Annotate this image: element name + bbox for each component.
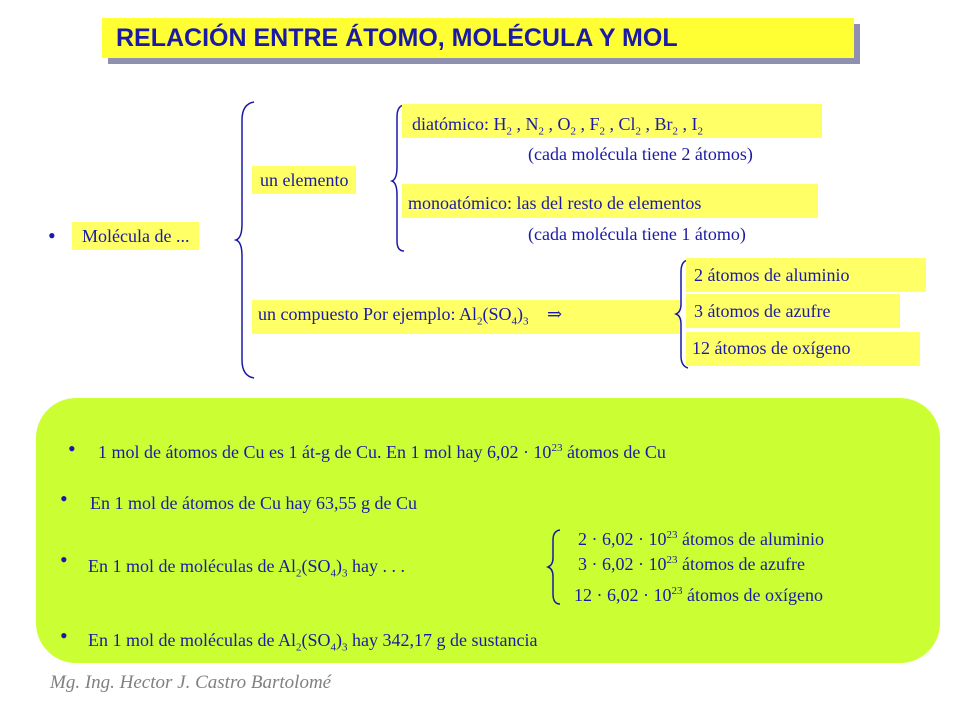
molecule-label: Molécula de ...	[72, 222, 199, 250]
compound-example: Por ejemplo: $Al_2(SO_4)_3$	[363, 304, 529, 328]
element-label: un elemento	[252, 166, 356, 194]
mol-breakdown-aluminium: $2 \cdot 6,02 \cdot 10^{23}$ átomos de aluminio	[578, 529, 824, 549]
monoatomic-note: (cada molécula tiene 1 átomo)	[528, 224, 746, 244]
diatomic-formula: I	[691, 114, 698, 134]
big-brace	[238, 100, 258, 380]
diatomic-formula: Cl	[618, 114, 636, 134]
compound-label: un compuesto	[258, 304, 359, 324]
diatomic-prefix: diatómico:	[412, 114, 494, 134]
bullet-mol-2: •	[60, 486, 68, 511]
diatomic-formula-subscript: 2	[599, 125, 605, 138]
bullet-mol-4: •	[60, 623, 68, 648]
mol-line-2: En 1 mol de átomos de Cu hay 63,55 g de Cu	[90, 493, 417, 513]
mol-line-4: En 1 mol de moléculas de $Al_2(SO_4)_3$ hay 342,17 g de sustancia	[88, 630, 538, 654]
bullet-molecule: •	[48, 223, 56, 248]
diatomic-note: (cada molécula tiene 2 átomos)	[528, 144, 753, 164]
diatomic-formula-subscript: 2	[672, 125, 679, 138]
diatomic-formula: Br	[654, 114, 673, 134]
diatomic-formula: O	[557, 114, 571, 134]
monoatomic-text: monoatómico: las del resto de elementos	[402, 184, 818, 218]
mol-line-1: 1 mol de átomos de Cu es 1 át-g de Cu. En 1 mol hay $6,02 \cdot 10^{23}$ átomos de Cu	[98, 442, 666, 462]
diatomic-formula: N	[525, 114, 539, 134]
page-title: RELACIÓN ENTRE ÁTOMO, MOLÉCULA Y MOL	[102, 18, 854, 58]
mol-breakdown-sulfur: $3 \cdot 6,02 \cdot 10^{23}$ átomos de azufre	[578, 554, 805, 574]
diatomic-formula-subscript: 2	[570, 125, 576, 138]
atoms-aluminium: 2 átomos de aluminio	[686, 258, 926, 292]
diatomic-formula-subscript: 2	[538, 125, 544, 138]
diatomic-formula-subscript: 2	[697, 125, 704, 138]
diatomic-formula: F	[589, 114, 600, 134]
author-signature: Mg. Ing. Hector J. Castro Bartolomé	[50, 672, 332, 693]
mol-brace	[548, 528, 562, 606]
atoms-sulfur: 3 átomos de azufre	[686, 294, 900, 328]
diatomic-formula-subscript: 2	[506, 125, 512, 138]
diatomic-line	[402, 104, 822, 138]
diatomic-formula-subscript: 2	[635, 125, 642, 138]
diatomic-formulas: $H_2$ , $N_2$ , $O_2$ , $F_2$ , $Cl_2$ , $Br_2$ , $I_2$	[493, 114, 704, 138]
mol-line-3: En 1 mol de moléculas de $Al_2(SO_4)_3$ hay . . .	[88, 556, 405, 580]
mol-breakdown-oxygen: $12 \cdot 6,02 \cdot 10^{23}$ átomos de oxígeno	[574, 585, 823, 605]
bullet-mol-3: •	[60, 547, 68, 572]
bullet-mol-1: •	[68, 436, 76, 461]
compound-line	[252, 300, 680, 334]
diatomic-formula: H	[493, 114, 507, 134]
atoms-oxygen: 12 átomos de oxígeno	[686, 332, 920, 366]
arrow-icon: ⇒	[547, 304, 563, 324]
